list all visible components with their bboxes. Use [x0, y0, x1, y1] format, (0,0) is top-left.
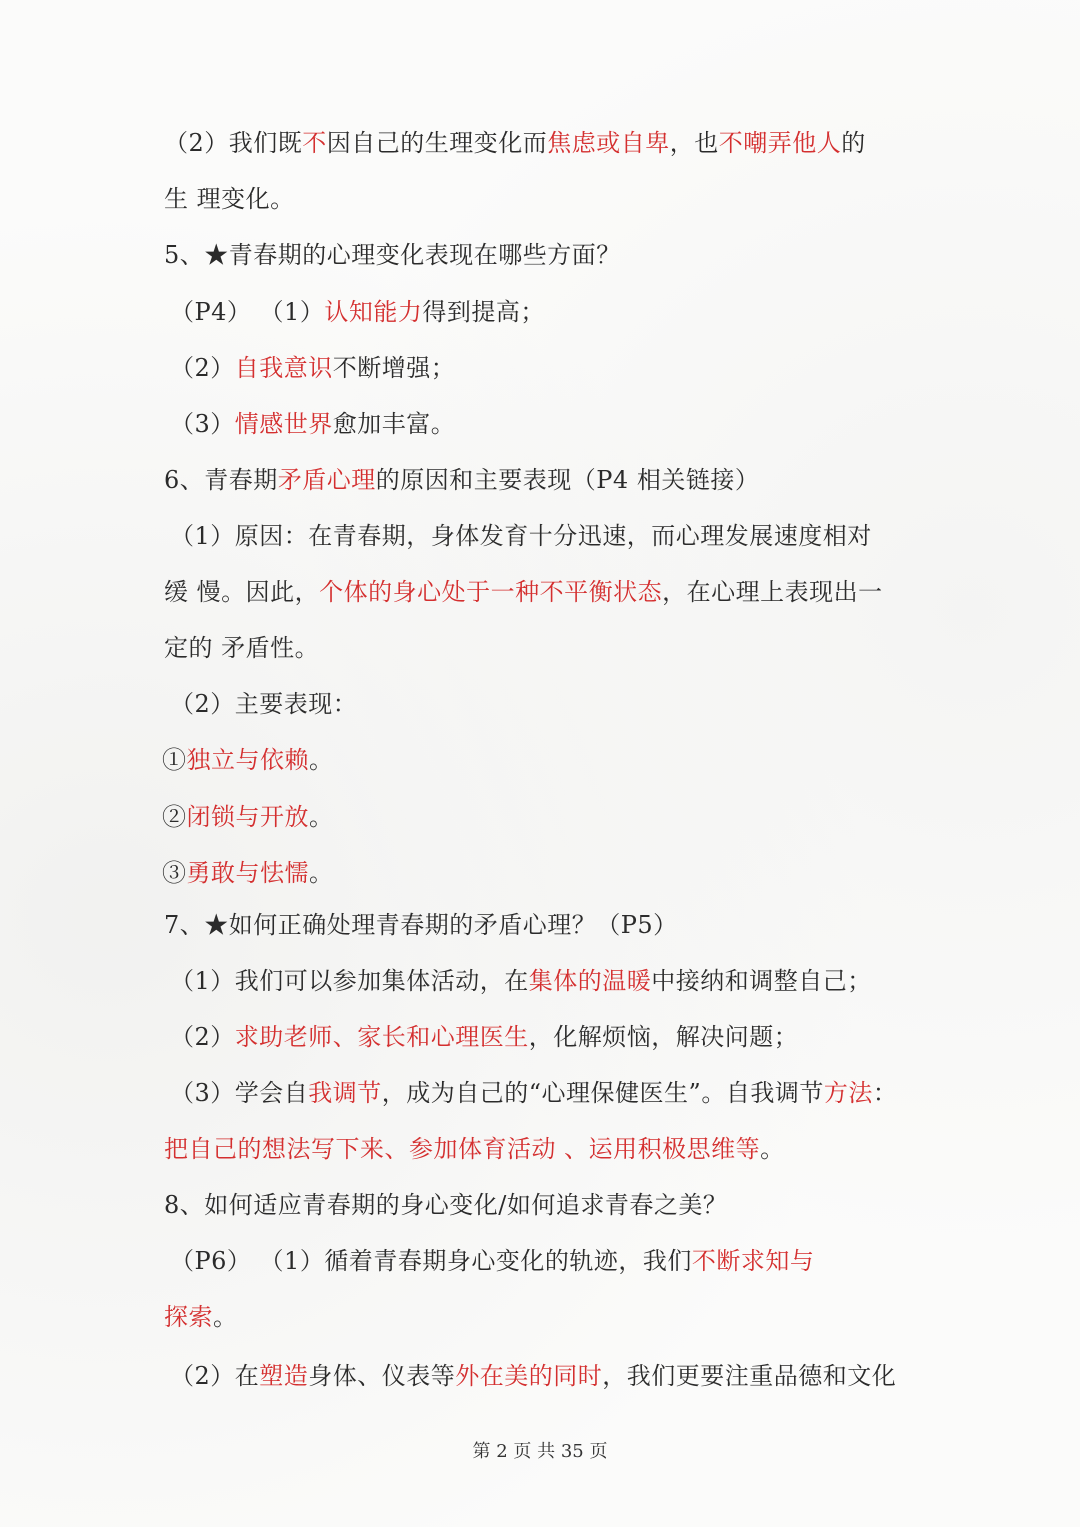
highlighted-text: 焦虑或自卑: [547, 129, 670, 157]
text-segment: （2）: [170, 354, 235, 382]
text-segment: （2）我们既: [164, 129, 303, 157]
text-segment: ：: [872, 1079, 898, 1107]
text-segment: ，我们更要注重品德和文化: [602, 1362, 897, 1390]
text-segment: 。: [213, 1303, 238, 1331]
list-item: [162, 800, 334, 834]
highlighted-text: 认知能力: [324, 298, 423, 326]
highlighted-text: 个体的身心处于一种不平衡状态: [319, 578, 663, 606]
text-segment: 生 理变化。: [164, 185, 295, 213]
text-line: [170, 1076, 897, 1110]
text-segment: 5、★青春期的心理变化表现在哪些方面？: [164, 241, 621, 269]
text-line: [164, 575, 883, 609]
text-segment: ，在心理上表现出一: [662, 578, 883, 606]
text-segment: （3）学会自: [170, 1079, 309, 1107]
highlighted-text: 我调节: [308, 1079, 382, 1107]
highlighted-text: 勇敢与怯懦: [186, 859, 309, 887]
text-segment: 。: [760, 1135, 785, 1163]
text-segment: ，成为自己的“心理保健医生”。自我调节: [381, 1079, 824, 1107]
text-line: [170, 1244, 814, 1278]
text-segment: 身体、仪表等: [308, 1362, 456, 1390]
highlighted-text: 闭锁与开放: [186, 803, 309, 831]
text-segment: 6、青春期: [164, 466, 278, 494]
text-segment: （2）主要表现：: [170, 690, 358, 718]
list-item: [162, 743, 334, 777]
text-segment: 缓 慢。因此，: [164, 578, 320, 606]
text-segment: 不断增强；: [332, 354, 456, 382]
text-segment: 定的 矛盾性。: [164, 634, 320, 662]
text-segment: 8、如何适应青春期的身心变化/如何追求青春之美？: [164, 1191, 728, 1219]
text-line: [170, 687, 357, 721]
highlighted-text: 外在美的同时: [455, 1362, 603, 1390]
text-line: [164, 182, 295, 216]
text-segment: （P4） （1）: [170, 298, 325, 326]
highlighted-text: 塑造: [259, 1362, 309, 1390]
highlighted-text: 集体的温暖: [528, 967, 652, 995]
text-segment: 7、★如何正确处理青春期的矛盾心理？（P5）: [164, 911, 678, 939]
highlighted-text: 情感世界: [234, 410, 333, 438]
text-segment: 得到提高；: [422, 298, 545, 326]
list-item: [162, 856, 334, 890]
highlighted-text: 不断求知与: [691, 1247, 815, 1275]
text-line: [170, 519, 872, 553]
text-segment: （2）: [170, 1023, 235, 1051]
question-5-heading: [164, 238, 621, 272]
text-segment: ①: [162, 746, 187, 774]
highlighted-text: 独立与依赖: [186, 746, 309, 774]
text-segment: ②: [162, 803, 187, 831]
text-line: [164, 126, 866, 160]
text-segment: 。: [309, 746, 334, 774]
highlighted-text: 求助老师、家长和心理医生: [234, 1023, 529, 1051]
text-segment: （1）原因：在青春期，身体发育十分迅速，而心理发展速度相对: [170, 522, 872, 550]
highlighted-text: 探索: [164, 1303, 213, 1331]
text-segment: ③: [162, 859, 187, 887]
text-segment: 的: [841, 129, 866, 157]
text-segment: 愈加丰富。: [332, 410, 456, 438]
text-segment: （P6） （1）循着青春期身心变化的轨迹，我们: [170, 1247, 692, 1275]
highlighted-text: 方法: [823, 1079, 873, 1107]
text-segment: 因自己的生理变化而: [326, 129, 548, 157]
text-segment: 。: [309, 859, 334, 887]
text-line: [170, 1359, 896, 1393]
text-segment: （2）在: [170, 1362, 260, 1390]
text-line: [170, 964, 872, 998]
text-line: [170, 1020, 798, 1054]
text-line: [164, 1300, 238, 1334]
highlighted-text: 不: [302, 129, 327, 157]
text-segment: ，也: [669, 129, 719, 157]
question-7-heading: [164, 908, 678, 942]
highlighted-text: 不嘲弄他人: [718, 129, 842, 157]
text-line: [164, 631, 319, 665]
text-segment: （3）: [170, 410, 235, 438]
text-line: [164, 1132, 785, 1166]
text-line: [170, 407, 455, 441]
question-6-heading: [164, 463, 759, 497]
text-segment: 的原因和主要表现（P4 相关链接）: [375, 466, 760, 494]
question-8-heading: [164, 1188, 727, 1222]
text-segment: ，化解烦恼，解决问题；: [528, 1023, 799, 1051]
text-segment: （1）我们可以参加集体活动，在: [170, 967, 529, 995]
highlighted-text: 把自己的想法写下来、参加体育活动 、运用积极思维等: [164, 1135, 761, 1163]
text-segment: 中接纳和调整自己；: [651, 967, 872, 995]
page-footer: 第 2 页 共 35 页: [472, 1441, 608, 1462]
text-line: [170, 351, 455, 385]
highlighted-text: 自我意识: [234, 354, 333, 382]
text-line: [170, 295, 545, 329]
highlighted-text: 矛盾心理: [277, 466, 376, 494]
text-segment: 。: [309, 803, 334, 831]
